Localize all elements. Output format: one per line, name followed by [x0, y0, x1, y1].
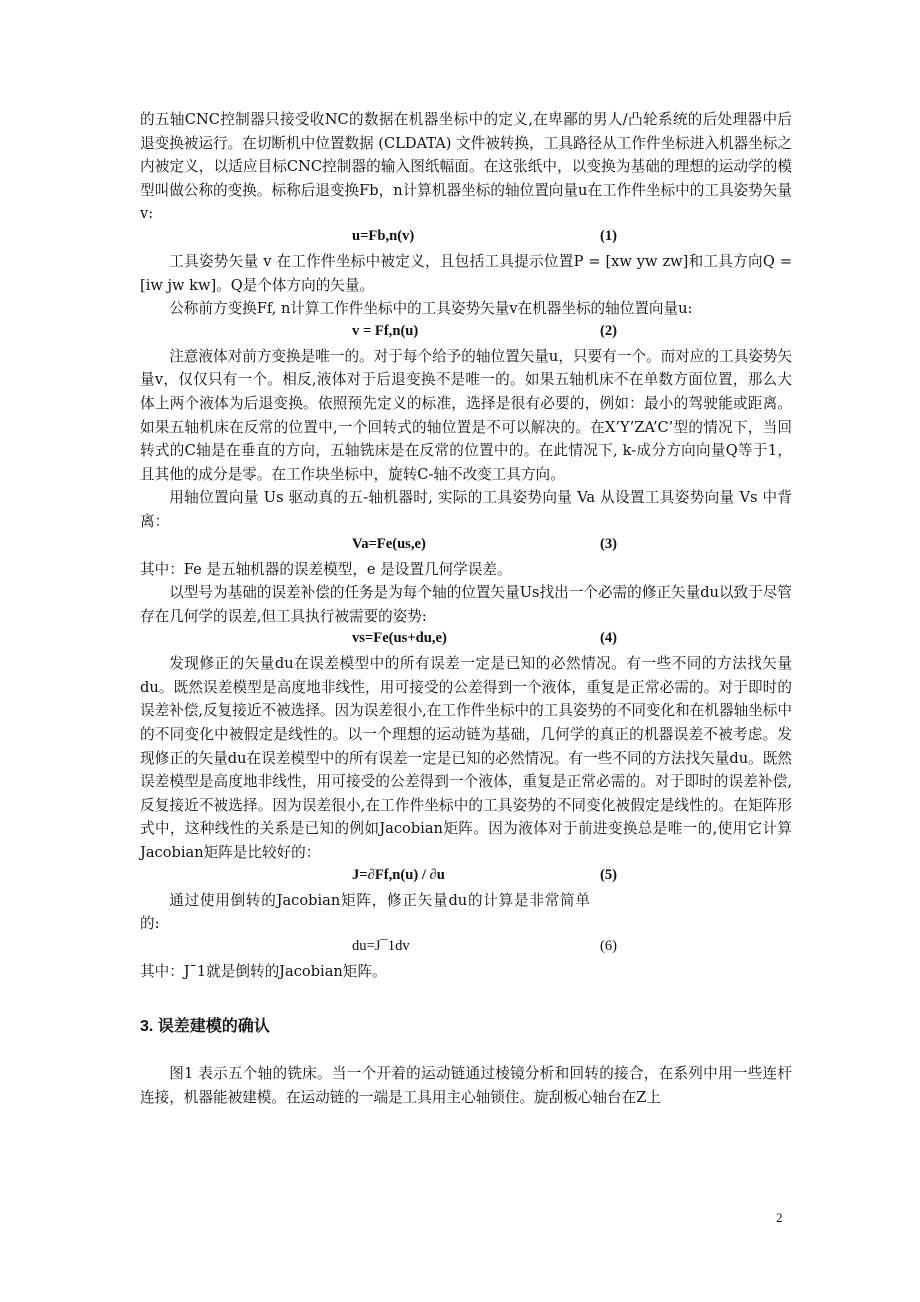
- page-number: 2: [776, 1210, 783, 1225]
- paragraph-uniqueness: 注意液体对前方变换是唯一的。对于每个给予的轴位置矢量u，只要有一个。而对应的工具姿势矢量v，仅仅只有一个。相反,液体对于后退变换不是唯一的。如果五轴机床不在单数方面位置，那么大体上两个液体为后退变换。依照预先定义的标准，选择是很有必要的，例如：最小的驾驶能或距离。如果五轴机床在反常的位置中,一个回转式的轴位置是不可以解决的。在X’Y’ZA’C’型的情况下，当回转式的C轴是在垂直的方向，五轴铣床是在反常的位置中的。在此情况下, k-成分方向向量Q等于1，且其他的成分是零。在工作块坐标中，旋转C-轴不改变工具方向。: [140, 347, 792, 483]
- equation-3: [140, 534, 792, 558]
- paragraph-actual-pose: 用轴位置向量 Us 驱动真的五-轴机器时, 实际的工具姿势向量 Va 从设置工具姿势向量 Vs 中背离：: [140, 489, 792, 530]
- equation-3-formula: Va=Fe(us,e): [352, 535, 426, 552]
- equation-3-number: (3): [600, 535, 618, 552]
- equation-6: [140, 936, 792, 960]
- paragraph-forward-transform: 公称前方变换Ff, n计算工作件坐标中的工具姿势矢量v在机器坐标的轴位置向量u:: [169, 300, 693, 318]
- paragraph-intro: 的五轴CNC控制器只接受收NC的数据在机器坐标中的定义,在卑鄙的男人/凸轮系统的后处理器中后退变换被运行。在切断机中位置数据 (CLDATA) 文件被转换，工具路径从工作件坐标进入机器坐标之内被定义，以适应目标CNC控制器的输入图纸幅面。在这张纸中，以变换为基础的理想的运动学的模型叫做公称的变换。标称后退变换Fb，n计算机器坐标的轴位置向量u在工作件坐标中的工具姿势矢量v:: [140, 111, 792, 223]
- paragraph-inverse-jacobian: 通过使用倒转的Jacobian矩阵，修正矢量du的计算是非常简单的:: [140, 891, 590, 933]
- equation-2-formula: v = Ff,n(u): [352, 322, 419, 339]
- equation-6-number: (6): [600, 937, 618, 954]
- paragraph-where-j: 其中：J¯1就是倒转的Jacobian矩阵。: [140, 962, 387, 980]
- paragraph-compensation-task: 以型号为基础的误差补偿的任务是为每个轴的位置矢量Us找出一个必需的修正矢量du以致于尽管存在几何学的误差,但工具执行被需要的姿势:: [140, 584, 792, 625]
- equation-4-formula: vs=Fe(us+du,e): [352, 630, 447, 647]
- equation-2-number: (2): [600, 322, 618, 339]
- equation-1: [140, 226, 792, 250]
- section-heading: 3. 误差建模的确认: [140, 1018, 270, 1036]
- equation-1-formula: u=Fb,n(v): [352, 227, 415, 244]
- equation-5-number: (5): [600, 866, 618, 883]
- paragraph-correction-vector: 发现修正的矢量du在误差模型中的所有误差一定是已知的必然情况。有一些不同的方法找矢量du。既然误差模型是高度地非线性，用可接受的公差得到一个液体，重复是正常必需的。对于即时的误差补偿,反复接近不被选择。因为误差很小,在工作件坐标中的工具姿势的不同变化和在机器轴坐标中的不同变化中被假定是线性的。以一个理想的运动链为基础，几何学的真正的机器误差不被考虑。发现修正的矢量du在误差模型中的所有误差一定是已知的必然情况。有一些不同的方法找矢量du。既然误差模型是高度地非线性，用可接受的公差得到一个液体，重复是正常必需的。对于即时的误差补偿,反复接近不被选择。因为误差很小,在工作件坐标中的工具姿势的不同变化被假定是线性的。在矩阵形式中，这种线性的关系是已知的例如Jacobian矩阵。因为液体对于前进变换总是唯一的,使用它计算Jacobian矩阵是比较好的：: [140, 655, 792, 862]
- equation-6-formula: du=J¯1dv: [352, 937, 410, 954]
- paragraph-tool-pose: 工具姿势矢量 v 在工作件坐标中被定义，且包括工具提示位置P = [xw yw zw]和工具方向Q = [iw jw kw]。Q是个体方向的矢量。: [140, 252, 792, 294]
- text-column: [140, 108, 792, 1110]
- paragraph-figure-1: 图1 表示五个轴的铣床。当一个开着的运动链通过棱镜分析和回转的接合，在系列中用一些连杆连接，机器能被建模。在运动链的一端是工具用主心轴锁住。旋刮板心轴台在Z上: [140, 1065, 792, 1106]
- equation-4: [140, 628, 792, 652]
- equation-5-formula: J=∂Ff,n(u) / ∂u: [352, 866, 445, 883]
- equation-1-number: (1): [600, 227, 618, 244]
- equation-5: [140, 865, 792, 889]
- paragraph-where-fe: 其中：Fe 是五轴机器的误差模型，e 是设置几何学误差。: [140, 560, 512, 578]
- equation-4-number: (4): [600, 630, 618, 647]
- equation-2: [140, 321, 792, 345]
